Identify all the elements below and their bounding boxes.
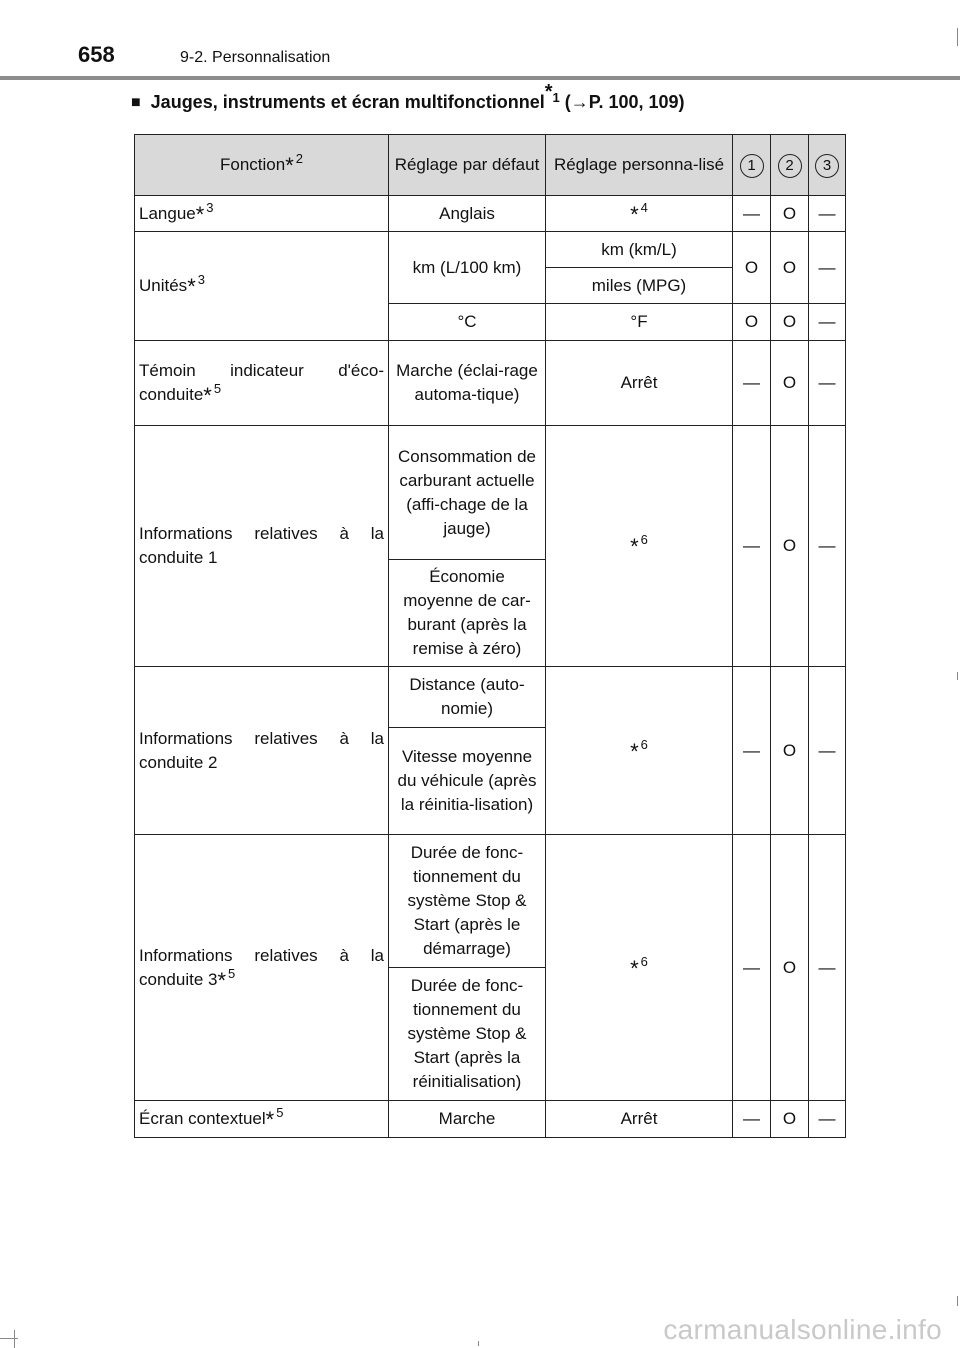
row-custom: miles (MPG) (546, 268, 733, 304)
row-default: km (L/100 km) (389, 232, 546, 304)
row-custom: °F (546, 304, 733, 341)
row-col-3: — (809, 196, 846, 232)
crop-mark (0, 1338, 18, 1339)
row-custom: * $^4$ (546, 196, 733, 232)
row-col-1: — (733, 667, 771, 835)
crop-mark (957, 672, 958, 680)
heading-text: Jauges, instruments et écran multifonctionnel (150, 92, 545, 112)
row-default: Consommation de carburant actuelle (affi-chage de la jauge) (389, 426, 546, 560)
row-function: Informations relatives à la conduite 1 (135, 426, 389, 667)
row-default: Durée de fonc-tionnement du système Stop & Start (après le démarrage) (389, 835, 546, 968)
heading-reference: (→P. 100, 109) (564, 92, 685, 112)
crop-mark (478, 1341, 479, 1346)
header-col-1 (733, 135, 771, 196)
watermark: carmanualsonline.info (663, 1314, 942, 1345)
row-col-3: — (809, 304, 846, 341)
crop-mark (957, 1296, 958, 1306)
table-row (135, 341, 846, 426)
row-col-1: O (733, 304, 771, 341)
row-default: Économie moyenne de car-burant (après la remise à zéro) (389, 560, 546, 667)
circled-2-icon: 2 (778, 154, 802, 178)
row-col-2: O (771, 667, 809, 835)
circled-1-icon: 1 (740, 154, 764, 178)
row-col-3: — (809, 232, 846, 304)
table-row (135, 196, 846, 232)
row-col-1: — (733, 835, 771, 1101)
table-row (135, 232, 846, 268)
row-function: Témoin indicateur d'éco-conduite* $^5$ (135, 341, 389, 426)
table-header-row (135, 135, 846, 196)
row-col-2: O (771, 426, 809, 667)
row-function: Unités* $^3$ (135, 232, 389, 341)
row-col-1: — (733, 426, 771, 667)
table-row (135, 426, 846, 560)
header-rule (0, 76, 960, 80)
row-custom: * $^6$ (546, 426, 733, 667)
section-path: 9-2. Personnalisation (180, 49, 331, 66)
row-col-1: — (733, 1101, 771, 1138)
crop-mark (957, 28, 958, 46)
row-col-2: O (771, 196, 809, 232)
row-col-3: — (809, 667, 846, 835)
row-custom: km (km/L) (546, 232, 733, 268)
row-function: Langue* $^3$ (135, 196, 389, 232)
row-default: Distance (auto-nomie) (389, 667, 546, 728)
settings-table (134, 134, 846, 1138)
row-default: Vitesse moyenne du véhicule (après la réinitia-lisation) (389, 728, 546, 835)
row-col-1: — (733, 196, 771, 232)
row-col-2: O (771, 1101, 809, 1138)
row-col-3: — (809, 1101, 846, 1138)
row-function: Informations relatives à la conduite 2 (135, 667, 389, 835)
table-row (135, 1101, 846, 1138)
row-function: Informations relatives à la conduite 3* $^5$ (135, 835, 389, 1101)
table-row (135, 667, 846, 728)
header-function: Fonction* $^2$ (135, 135, 389, 196)
row-col-2: O (771, 304, 809, 341)
row-col-1: O (733, 232, 771, 304)
row-default: Durée de fonc-tionnement du système Stop & Start (après la réinitialisation) (389, 968, 546, 1101)
square-bullet-icon: ■ (131, 94, 141, 111)
header-col-3 (809, 135, 846, 196)
table-row (135, 835, 846, 968)
row-col-1: — (733, 341, 771, 426)
row-custom: * $^6$ (546, 835, 733, 1101)
row-col-2: O (771, 835, 809, 1101)
row-default: Anglais (389, 196, 546, 232)
page-number: 658 (78, 42, 115, 67)
header-custom: Réglage personna-lisé (546, 135, 733, 196)
crop-mark (14, 1330, 15, 1348)
row-custom: Arrêt (546, 341, 733, 426)
row-custom: Arrêt (546, 1101, 733, 1138)
header-default: Réglage par défaut (389, 135, 546, 196)
row-default: °C (389, 304, 546, 341)
row-custom: * $^6$ (546, 667, 733, 835)
row-col-3: — (809, 426, 846, 667)
row-default: Marche (389, 1101, 546, 1138)
header-col-2 (771, 135, 809, 196)
section-heading (131, 81, 685, 113)
row-function: Écran contextuel* $^5$ (135, 1101, 389, 1138)
row-col-3: — (809, 341, 846, 426)
circled-3-icon: 3 (815, 154, 839, 178)
row-default: Marche (éclai-rage automa-tique) (389, 341, 546, 426)
row-col-3: — (809, 835, 846, 1101)
heading-note: *1 (544, 81, 560, 105)
row-col-2: O (771, 232, 809, 304)
row-col-2: O (771, 341, 809, 426)
